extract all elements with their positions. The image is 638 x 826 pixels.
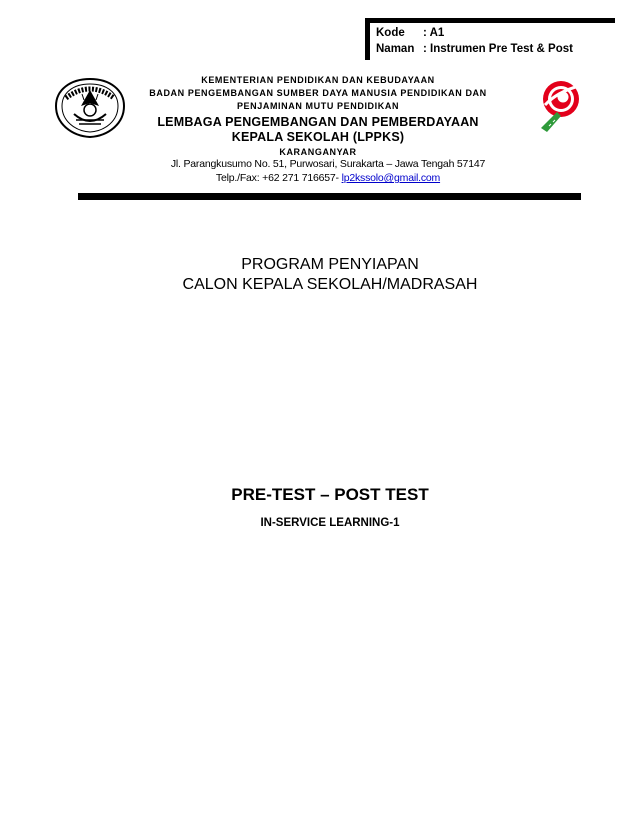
institution-name-line1: LEMBAGA PENGEMBANGAN DAN PEMBERDAYAAN	[157, 115, 479, 129]
institution-address: Jl. Parangkusumo No. 51, Purwosari, Surakarta – Jawa Tengah 57147	[170, 158, 486, 170]
kode-value: : A1	[423, 27, 445, 39]
kode-line	[376, 27, 444, 39]
ministry-name: KEMENTERIAN PENDIDIKAN DAN KEBUDAYAAN	[201, 75, 435, 85]
program-title-line1: PROGRAM PENYIAPAN	[241, 256, 419, 273]
document-code-box	[365, 18, 615, 60]
letterhead-divider	[78, 193, 581, 200]
institution-city: KARANGANYAR	[279, 147, 357, 157]
naman-line	[376, 43, 573, 55]
contact-line	[118, 172, 538, 184]
lppks-logo-icon	[535, 78, 585, 134]
code-box-top-border	[365, 18, 615, 23]
email-link[interactable]: lp2kssolo@gmail.com	[341, 172, 441, 184]
naman-value: : Instrumen Pre Test & Post	[423, 43, 573, 55]
naman-label: Naman	[376, 43, 415, 55]
test-subtitle: IN-SERVICE LEARNING-1	[260, 517, 400, 529]
agency-name-line1: BADAN PENGEMBANGAN SUMBER DAYA MANUSIA PENDIDIKAN DAN	[149, 88, 487, 98]
code-box-left-border	[365, 18, 370, 60]
institution-name-line2: KEPALA SEKOLAH (LPPKS)	[231, 130, 405, 144]
agency-name-line2: PENJAMINAN MUTU PENDIDIKAN	[236, 101, 400, 111]
program-title-line2: CALON KEPALA SEKOLAH/MADRASAH	[182, 276, 478, 293]
test-title: PRE-TEST – POST TEST	[231, 485, 429, 504]
kode-label: Kode	[376, 27, 405, 39]
phone-fax: Telp./Fax: +62 271 716657-	[215, 172, 339, 184]
tut-wuri-handayani-emblem-icon	[52, 76, 128, 140]
